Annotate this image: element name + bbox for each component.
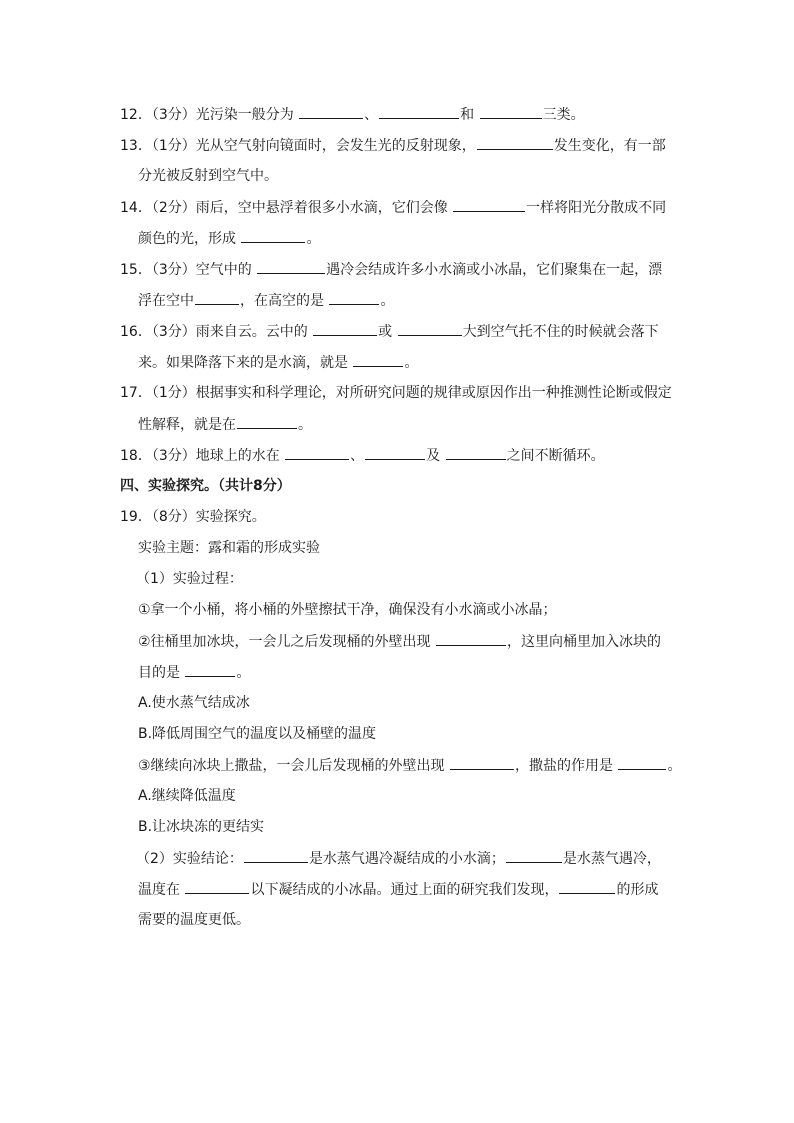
answer-blank[interactable]	[436, 631, 506, 646]
answer-blank[interactable]	[195, 290, 239, 305]
answer-blank[interactable]	[618, 755, 666, 770]
answer-blank[interactable]	[559, 879, 615, 894]
answer-blank[interactable]	[244, 848, 308, 863]
answer-blank[interactable]	[480, 104, 542, 119]
experiment-step-1: ①拿一个小桶，将小桶的外壁擦拭干净，确保没有小水滴或小冰晶；	[138, 602, 557, 618]
question-14-cont: 颜色的光，形成 。	[138, 228, 698, 249]
answer-blank[interactable]	[185, 879, 249, 894]
question-15-cont: 浮在空中 ，在高空的是 。	[138, 290, 698, 311]
answer-blank[interactable]	[453, 197, 525, 212]
option-b-2[interactable]: B.让冰块冻的更结实	[138, 819, 265, 835]
experiment-theme: 实验主题：露和霜的形成实验	[138, 540, 320, 556]
experiment-conclusion: （2）实验结论： 是水蒸气遇冷凝结成的小水滴； 是水蒸气遇冷，	[136, 848, 696, 869]
experiment-conclusion-cont: 温度在 以下凝结成的小冰晶。通过上面的研究我们发现， 的形成	[138, 879, 698, 900]
question-16: 16．（3分）雨来自云。云中的 或 大到空气托不住的时候就会落下	[120, 321, 680, 342]
experiment-step-3: ③继续向冰块上撒盐，一会儿后发现桶的外壁出现 ，撒盐的作用是 。	[138, 755, 698, 776]
answer-blank[interactable]	[398, 321, 462, 336]
answer-blank[interactable]	[446, 445, 506, 460]
answer-blank[interactable]	[379, 104, 459, 119]
question-17-cont: 性解释，就是在 。	[138, 414, 698, 435]
option-a-1[interactable]: A.使水蒸气结成冰	[138, 695, 250, 711]
answer-blank[interactable]	[329, 290, 379, 305]
answer-blank[interactable]	[506, 848, 562, 863]
answer-blank[interactable]	[237, 414, 297, 429]
section-heading: 四、实验探究。（共计8分）	[120, 478, 291, 494]
answer-blank[interactable]	[299, 104, 363, 119]
question-12: 12．（3分）光污染一般分为 、 和 三类。	[120, 104, 680, 125]
question-18: 18．（3分）地球上的水在 、 及 之间不断循环。	[120, 445, 680, 466]
answer-blank[interactable]	[257, 259, 325, 274]
question-15: 15．（3分）空气中的 遇冷会结成许多小水滴或小冰晶，它们聚集在一起，漂	[120, 259, 680, 280]
question-19-title: 19．（8分）实验探究。	[120, 509, 266, 525]
answer-blank[interactable]	[185, 662, 235, 677]
answer-blank[interactable]	[477, 135, 553, 150]
question-13-cont: 分光被反射到空气中。	[138, 168, 278, 184]
answer-blank[interactable]	[365, 445, 425, 460]
answer-blank[interactable]	[241, 228, 305, 243]
experiment-step-2-cont: 目的是 。	[138, 662, 698, 683]
option-a-2[interactable]: A.继续降低温度	[138, 788, 236, 804]
experiment-process-heading: （1）实验过程：	[136, 571, 243, 587]
answer-blank[interactable]	[313, 321, 377, 336]
question-17: 17．（1分）根据事实和科学理论，对所研究问题的规律或原因作出一种推测性论断或假定	[120, 385, 672, 401]
experiment-step-2: ②往桶里加冰块，一会儿之后发现桶的外壁出现 ，这里向桶里加入冰块的	[138, 631, 698, 652]
question-14: 14．（2分）雨后，空中悬浮着很多小水滴，它们会像 一样将阳光分散成不同	[120, 197, 680, 218]
question-13: 13．（1分）光从空气射向镜面时，会发生光的反射现象， 发生变化，有一部	[120, 135, 680, 156]
answer-blank[interactable]	[450, 755, 514, 770]
answer-blank[interactable]	[353, 352, 403, 367]
answer-blank[interactable]	[285, 445, 349, 460]
question-16-cont: 来。如果降落下来的是水滴，就是 。	[138, 352, 698, 373]
option-b-1[interactable]: B.降低周围空气的温度以及桶壁的温度	[138, 726, 377, 742]
experiment-conclusion-end: 需要的温度更低。	[138, 912, 250, 928]
